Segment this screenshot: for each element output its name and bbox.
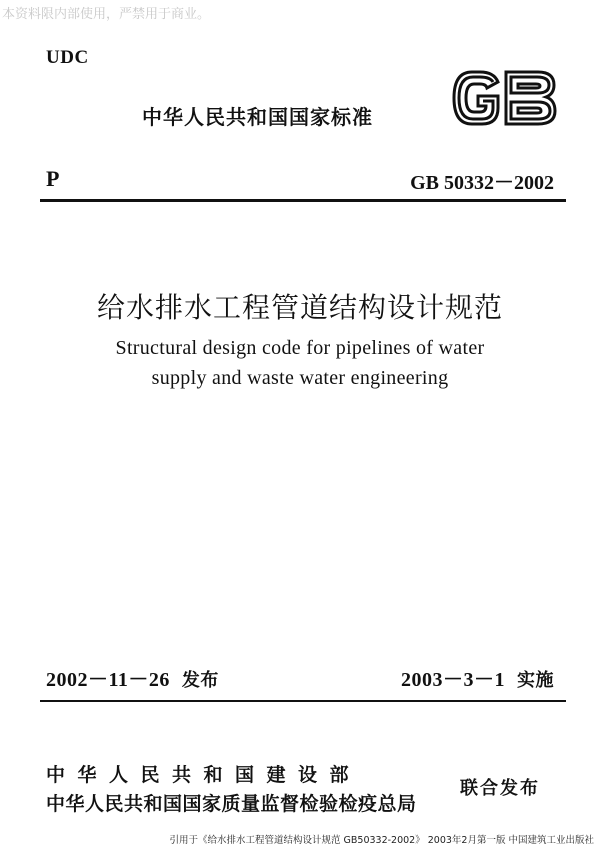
issue-date-block [46,663,219,692]
joint-issue-label: 联合发布 [460,778,540,799]
implementation-label: 实施 [517,670,554,691]
issue-date: 2002－11－26 [46,669,170,691]
udc-label: UDC [46,47,89,68]
footer-citation: 引用于《给水排水工程管道结构设计规范 GB50332-2002》 2003年2月第一版 中国建筑工业出版社 [169,835,594,846]
watermark-text: 本资料限内部使用，严禁用于商业。 [2,7,211,22]
top-divider [40,199,566,202]
issue-label: 发布 [181,670,219,691]
title-english-line1: Structural design code for pipelines of water [115,337,485,359]
title-chinese: 给水排水工程管道结构设计规范 [96,291,503,324]
implementation-date: 2003－3－1 [401,669,505,691]
bottom-divider [40,700,566,702]
gb-logo-icon [450,68,558,128]
national-standard-heading: 中华人民共和国国家标准 [142,105,373,129]
standard-number: GB 50332－2002 [410,172,554,194]
title-english-line2: supply and waste water engineering [151,367,449,389]
implementation-date-block [401,663,554,692]
category-letter: P [46,166,60,191]
issuer-ministry: 中华人民共和国建设部 [46,764,362,786]
issuer-administration: 中华人民共和国国家质量监督检验检疫总局 [46,793,417,815]
